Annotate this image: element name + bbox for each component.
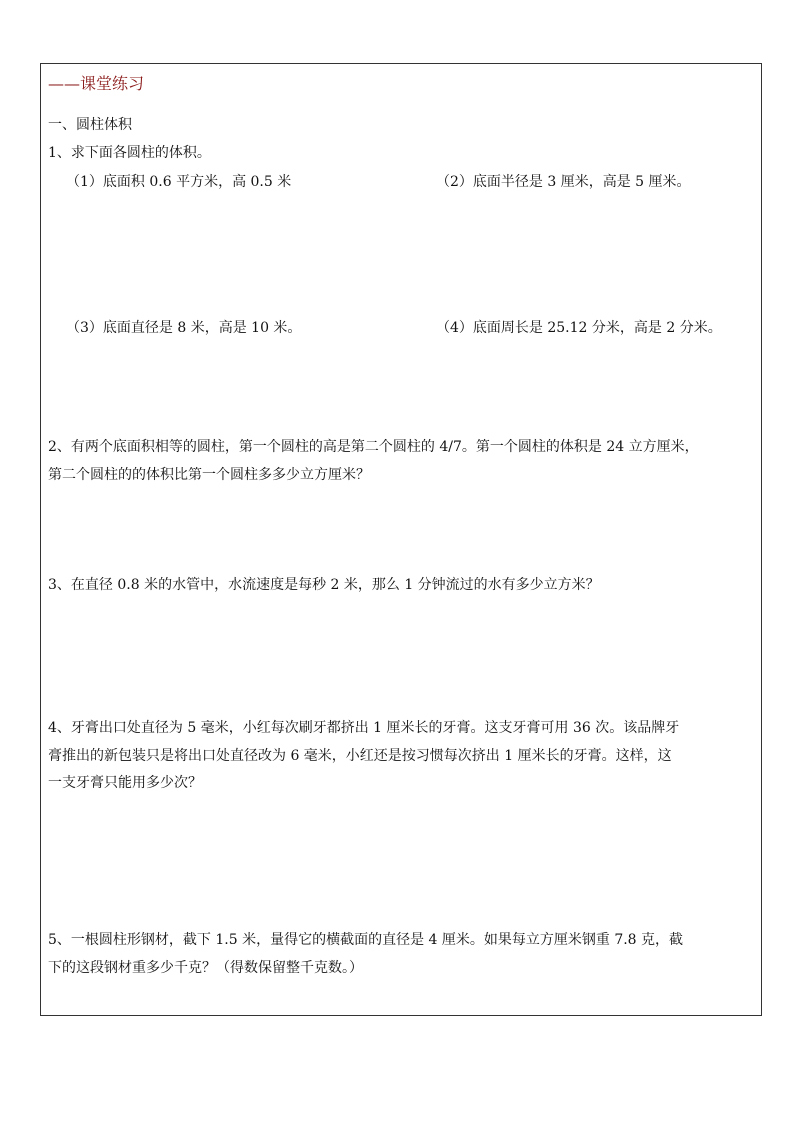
q2-line-1: 2、有两个底面积相等的圆柱，第一个圆柱的高是第二个圆柱的 4/7。第一个圆柱的体积是 24 立方厘米， xyxy=(48,439,699,455)
q4-line-3: 一支牙膏只能用多少次？ xyxy=(48,775,202,791)
q5-line-2: 下的这段钢材重多少千克？（得数保留整千克数。） xyxy=(48,960,363,976)
q3-text: 3、在直径 0.8 米的水管中，水流速度是每秒 2 米，那么 1 分钟流过的水有多少立方米？ xyxy=(48,577,600,593)
section-title: ——课堂练习 xyxy=(48,74,145,93)
q1-part-4: （4）底面周长是 25.12 分米，高是 2 分米。 xyxy=(436,320,722,336)
q1-part-2: （2）底面半径是 3 厘米，高是 5 厘米。 xyxy=(436,174,691,190)
q1-part-1: （1）底面积 0.6 平方米，高 0.5 米 xyxy=(66,174,292,190)
q5-line-1: 5、一根圆柱形钢材，截下 1.5 米，量得它的横截面的直径是 4 厘米。如果每立方厘米钢重 7.8 克，截 xyxy=(48,932,684,948)
q4-line-1: 4、牙膏出口处直径为 5 毫米，小红每次刷牙都挤出 1 厘米长的牙膏。这支牙膏可用 36 次。该品牌牙 xyxy=(48,720,680,736)
exercise-frame xyxy=(40,63,762,1016)
heading: 一、圆柱体积 xyxy=(48,117,132,133)
q4-line-2: 膏推出的新包装只是将出口处直径改为 6 毫米，小红还是按习惯每次挤出 1 厘米长的牙膏。这样，这 xyxy=(48,748,672,764)
q2-line-2: 第二个圆柱的的体积比第一个圆柱多多少立方厘米？ xyxy=(48,467,370,483)
q1-part-3: （3）底面直径是 8 米，高是 10 米。 xyxy=(66,320,302,336)
q1-stem: 1、求下面各圆柱的体积。 xyxy=(48,145,211,161)
